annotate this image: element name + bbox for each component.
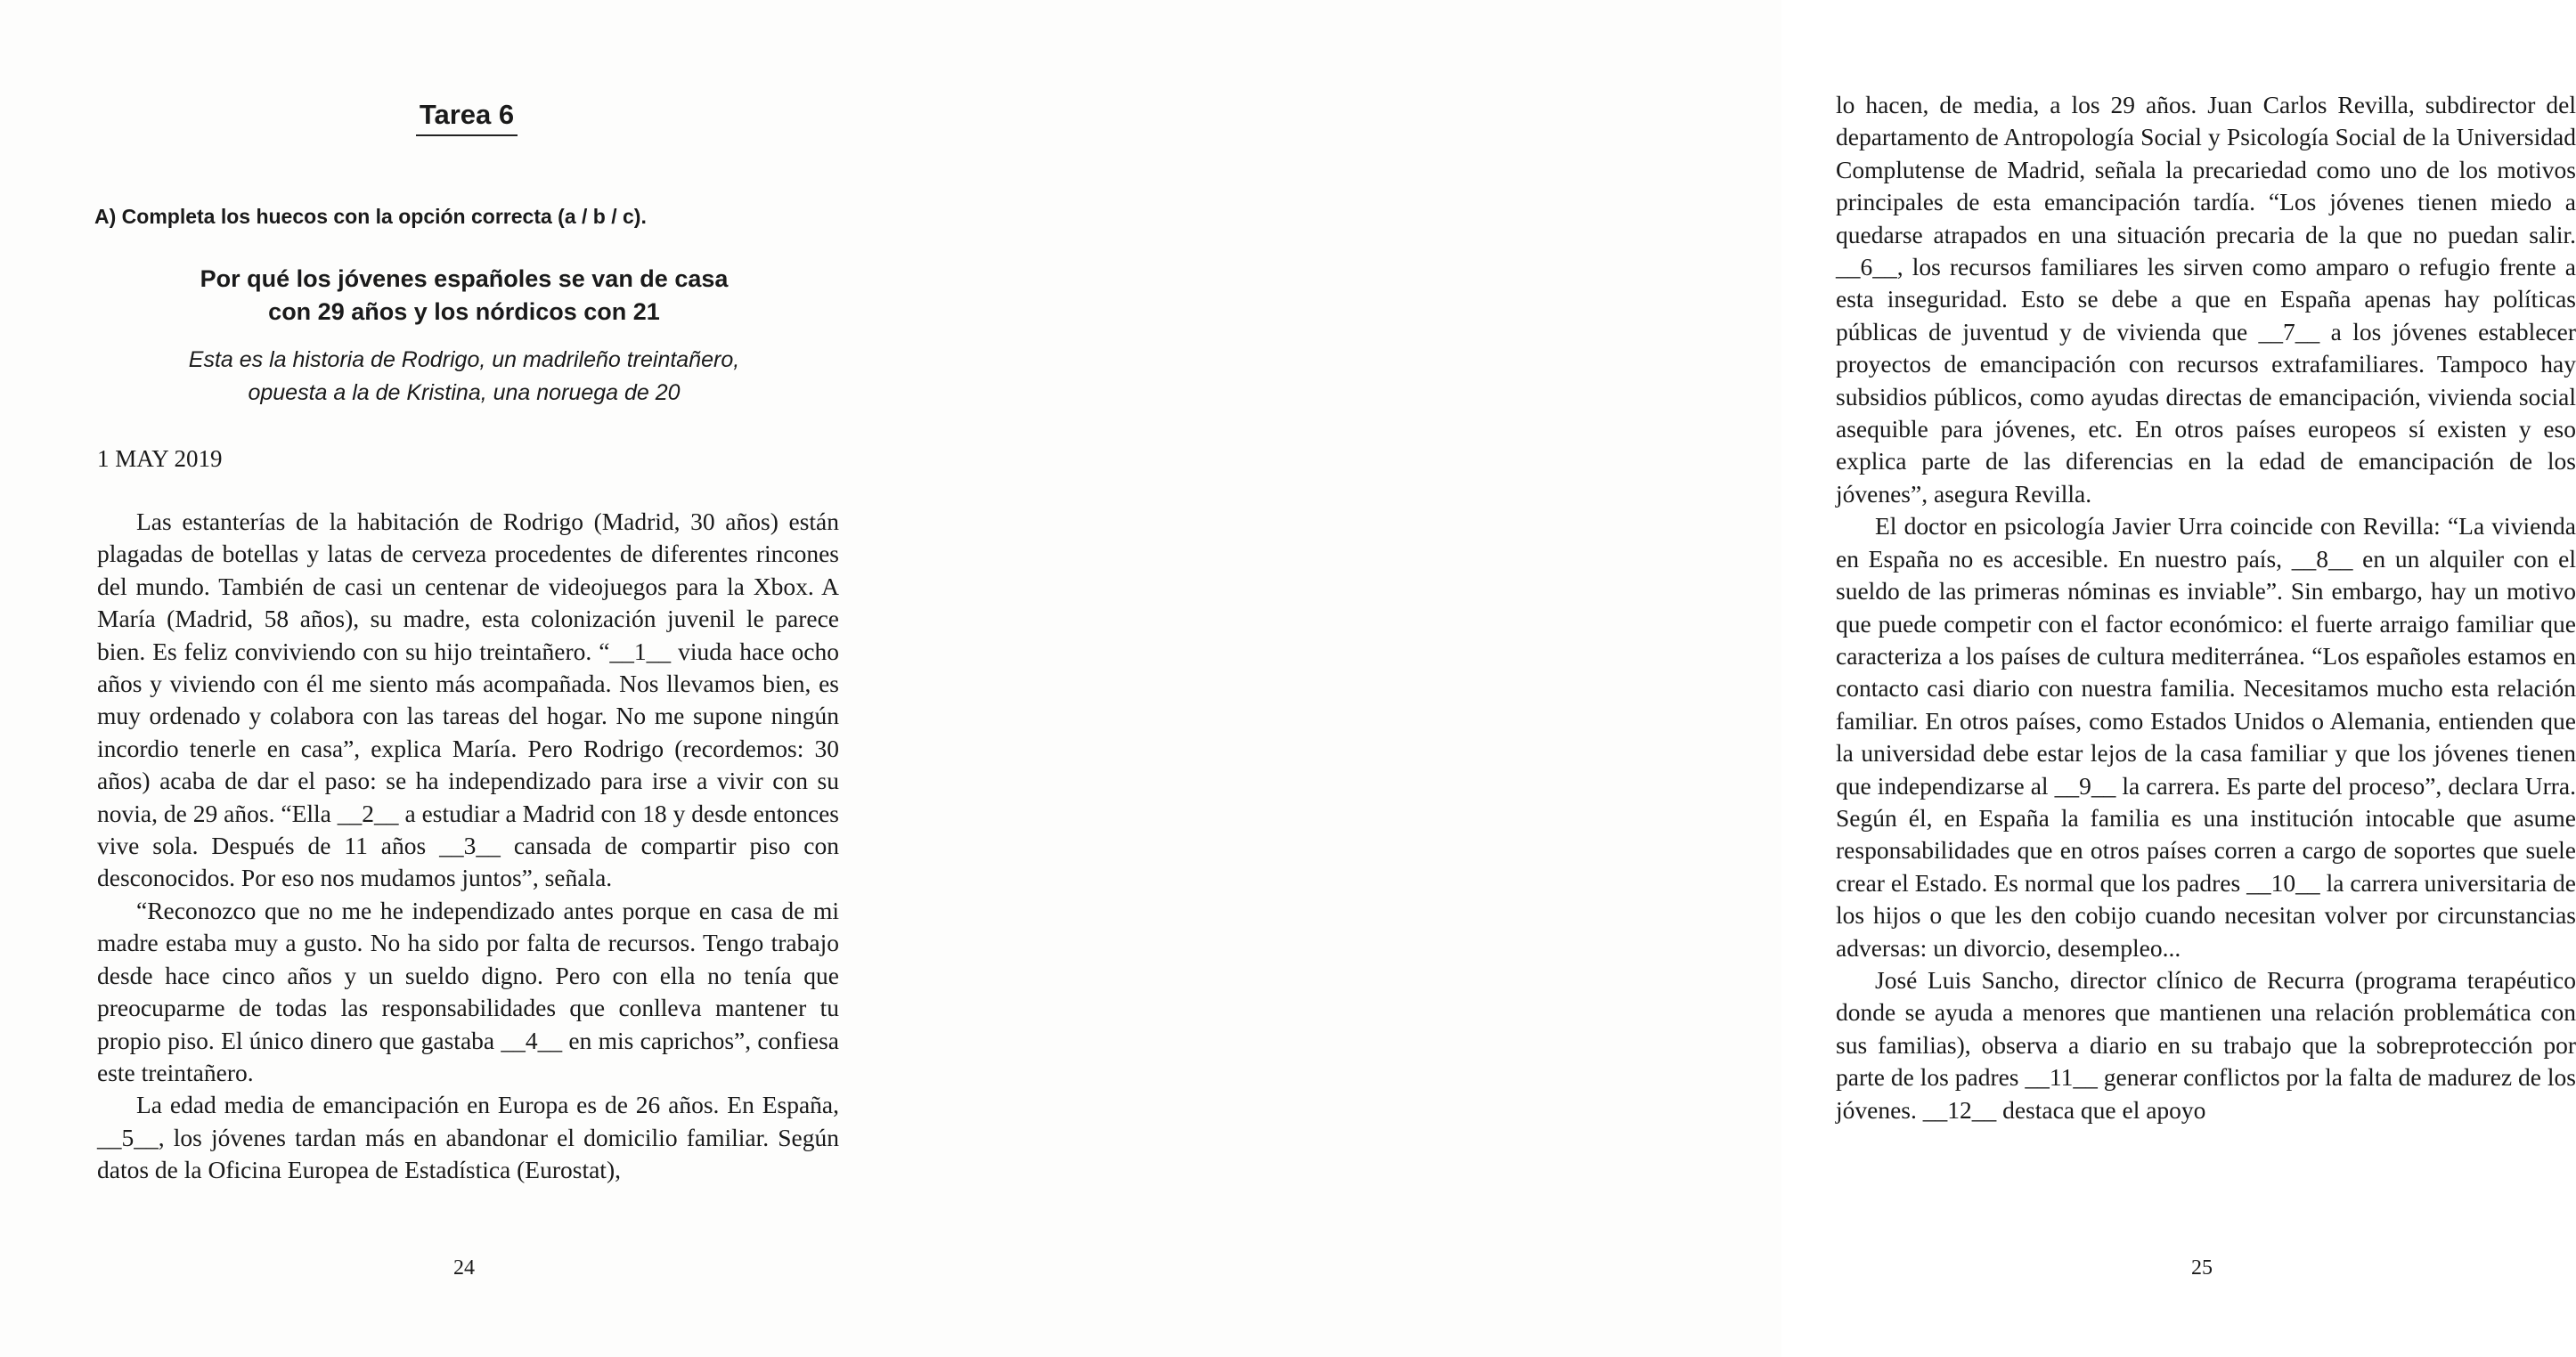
article-headline	[134, 263, 795, 329]
page-number: 24	[453, 1256, 475, 1280]
subtitle-line-2: opuesta a la de Kristina, una noruega de 20	[248, 380, 681, 405]
left-body-text	[97, 506, 839, 1187]
right-page	[891, 0, 2576, 1357]
paragraph: Las estanterías de la habitación de Rodrigo (Madrid, 30 años) están plagadas de botellas y latas de cerveza procedentes de diferentes rincones del mundo. También de casi un centenar de videojuegos para la Xbox. A María (Madrid, 58 años), su madre, esta colonización juvenil le parece bien. Es feliz conviviendo con su hijo treintañero. “__1__ viuda hace ocho años y viviendo con él me siento más acompañada. Nos llevamos bien, es muy ordenado y colabora con las tareas del hogar. No me supone ningún incordio tenerle en casa”, explica María. Pero Rodrigo (recordemos: 30 años) acaba de dar el paso: se ha independizado para irse a vivir con su novia, de 29 años. “Ella __2__ a estudiar a Madrid con 18 y desde entonces vive sola. Después de 11 años __3__ cansada de compartir piso con desconocidos. Por eso nos mudamos juntos”, señala.	[97, 508, 839, 892]
headline-line-1: Por qué los jóvenes españoles se van de casa	[200, 265, 729, 292]
task-title: Tarea 6	[416, 99, 518, 136]
left-page	[0, 0, 891, 1357]
exercise-instruction: A) Completa los huecos con la opción correcta (a / b / c).	[94, 205, 647, 228]
paragraph: “Reconozco que no me he independizado antes porque en casa de mi madre estaba muy a gusto. No ha sido por falta de recursos. Tengo trabajo desde hace cinco años y un sueldo digno. Pero con ella no tenía que preocuparme de todas las responsabilidades que conlleva mantener tu propio piso. El único dinero que gastaba __4__ en mis caprichos”, confiesa este treintañero.	[97, 896, 839, 1086]
paragraph: José Luis Sancho, director clínico de Recurra (programa terapéutico donde se ayuda a menores que mantienen una relación problemática con sus familias), observa a diario en su trabajo que la sobreprotección por parte de los padres __11__ generar conflictos por la falta de madurez de los jóvenes. __12__ destaca que el apoyo	[1836, 965, 2576, 1124]
headline-line-2: con 29 años y los nórdicos con 21	[268, 298, 660, 325]
right-body-text	[1836, 89, 2576, 1126]
page-number: 25	[2191, 1256, 2213, 1280]
article-date: 1 MAY 2019	[97, 445, 223, 472]
subtitle-line-1: Esta es la historia de Rodrigo, un madrileño treintañero,	[188, 347, 740, 372]
paragraph: El doctor en psicología Javier Urra coincide con Revilla: “La vivienda en España no es accesible. En nuestro país, __8__ en un alquiler con el sueldo de las primeras nóminas es inviable”. Sin embargo, hay un motivo que puede competir con el factor económico: el fuerte arraigo familiar que caracteriza a los países de cultura mediterránea. “Los españoles estamos en contacto casi diario con nuestra familia. Necesitamos mucho esta relación familiar. En otros países, como Estados Unidos o Alemania, entienden que la universidad debe estar lejos de la casa familiar y que los jóvenes tienen que independizarse al __9__ la carrera. Es parte del proceso”, declara Urra. Según él, en España la familia es una institución intocable que asume responsabilidades que en otros países corren a cargo de soportes que suele crear el Estado. Es normal que los padres __10__ la carrera universitaria de los hijos o que les den cobijo cuando necesitan volver por circunstancias adversas: un divorcio, desempleo...	[1836, 512, 2576, 962]
article-subtitle	[134, 344, 795, 410]
paragraph: La edad media de emancipación en Europa es de 26 años. En España, __5__, los jóvenes tardan más en abandonar el domicilio familiar. Según datos de la Oficina Europea de Estadística (Eurostat),	[97, 1091, 839, 1184]
paragraph: lo hacen, de media, a los 29 años. Juan Carlos Revilla, subdirector del departamento de Antropología Social y Psicología Social de la Universidad Complutense de Madrid, señala la precariedad como uno de los motivos principales de esta emancipación tardía. “Los jóvenes tienen miedo a quedarse atrapados en una situación precaria de la que no puedan salir. __6__, los recursos familiares les sirven como amparo o refugio frente a esta inseguridad. Esto se debe a que en España apenas hay políticas públicas de juventud y de vivienda que __7__ a los jóvenes establecer proyectos de emancipación con recursos extrafamiliares. Tampoco hay subsidios públicos, como ayudas directas de emancipación, vivienda social asequible para jóvenes, etc. En otros países europeos sí existen y eso explica parte de las diferencias en la edad de emancipación de los jóvenes”, asegura Revilla.	[1836, 91, 2576, 508]
